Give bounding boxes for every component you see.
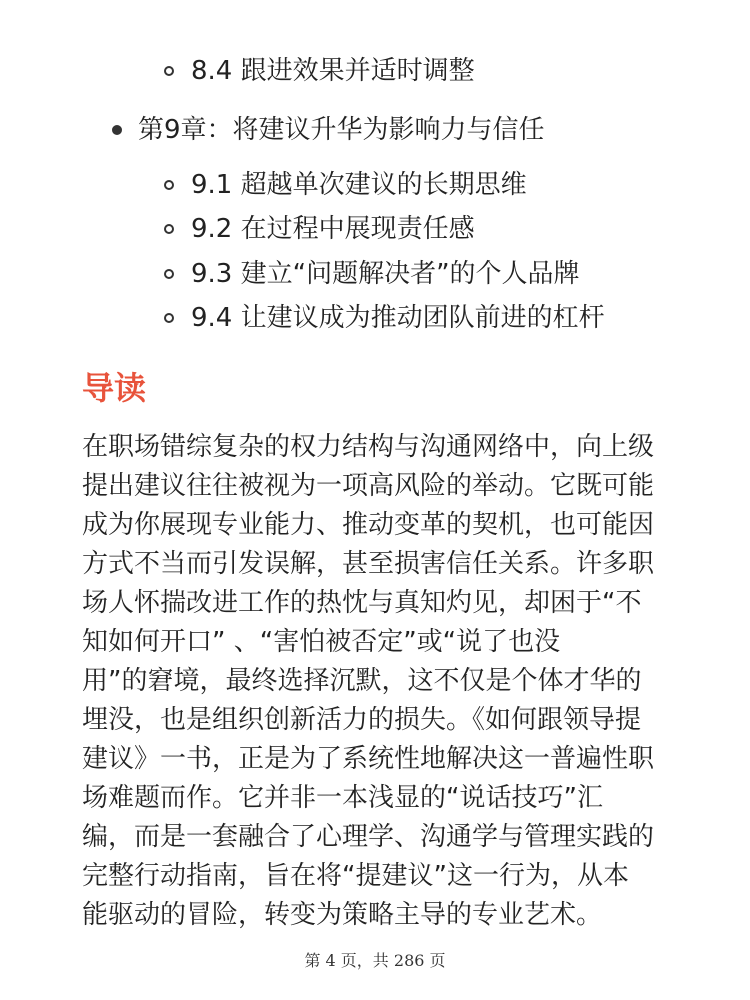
toc-item-label: 9.4 让建议成为推动团队前进的杠杆 bbox=[191, 303, 605, 333]
page-number: 第 4 页，共 286 页 bbox=[304, 951, 446, 970]
paragraph-line: 埋没，也是组织创新活力的损失。《如何跟领导提 bbox=[82, 705, 642, 735]
paragraph-line: 用”的窘境，最终选择沉默，这不仅是个体才华的 bbox=[82, 666, 642, 696]
hollow-bullet-icon bbox=[164, 180, 174, 190]
paragraph-line: 知如何开口” 、“害怕被否定”或“说了也没 bbox=[82, 627, 561, 657]
hollow-bullet-icon bbox=[164, 224, 174, 234]
toc-item-9-3[interactable] bbox=[164, 257, 580, 291]
hollow-bullet-icon bbox=[164, 313, 174, 323]
intro-paragraph bbox=[82, 428, 682, 935]
section-title: 导读 bbox=[82, 369, 147, 407]
paragraph-line: 成为你展现专业能力、推动变革的契机，也可能因 bbox=[82, 510, 655, 540]
paragraph-line: 编，而是一套融合了心理学、沟通学与管理实践的 bbox=[82, 822, 655, 852]
paragraph-line: 完整行动指南，旨在将“提建议”这一行为，从本 bbox=[82, 861, 629, 891]
paragraph-line: 在职场错综复杂的权力结构与沟通网络中，向上级 bbox=[82, 432, 655, 462]
toc-item-9-2[interactable] bbox=[164, 212, 475, 246]
paragraph-line: 场人怀揣改进工作的热忱与真知灼见，却困于“不 bbox=[82, 588, 642, 618]
paragraph-line: 场难题而作。它并非一本浅显的“说话技巧”汇 bbox=[82, 783, 603, 813]
paragraph-line: 方式不当而引发误解，甚至损害信任关系。许多职 bbox=[82, 549, 655, 579]
toc-item-9-1[interactable] bbox=[164, 168, 527, 202]
toc-item-8-4[interactable] bbox=[164, 54, 475, 88]
toc-item-label: 9.2 在过程中展现责任感 bbox=[191, 214, 475, 244]
toc-item-9-4[interactable] bbox=[164, 301, 605, 335]
toc-item-label: 9.3 建立“问题解决者”的个人品牌 bbox=[191, 259, 580, 289]
toc-item-label: 第9章：将建议升华为影响力与信任 bbox=[138, 115, 545, 145]
solid-bullet-icon bbox=[112, 125, 122, 135]
toc-item-label: 8.4 跟进效果并适时调整 bbox=[191, 56, 475, 86]
paragraph-line: 能驱动的冒险，转变为策略主导的专业艺术。 bbox=[82, 900, 603, 930]
hollow-bullet-icon bbox=[164, 269, 174, 279]
toc-item-chapter-9[interactable] bbox=[112, 113, 545, 147]
paragraph-line: 建议》一书，正是为了系统性地解决这一普遍性职 bbox=[82, 744, 655, 774]
toc-item-label: 9.1 超越单次建议的长期思维 bbox=[191, 170, 527, 200]
hollow-bullet-icon bbox=[164, 66, 174, 76]
paragraph-line: 提出建议往往被视为一项高风险的举动。它既可能 bbox=[82, 471, 655, 501]
